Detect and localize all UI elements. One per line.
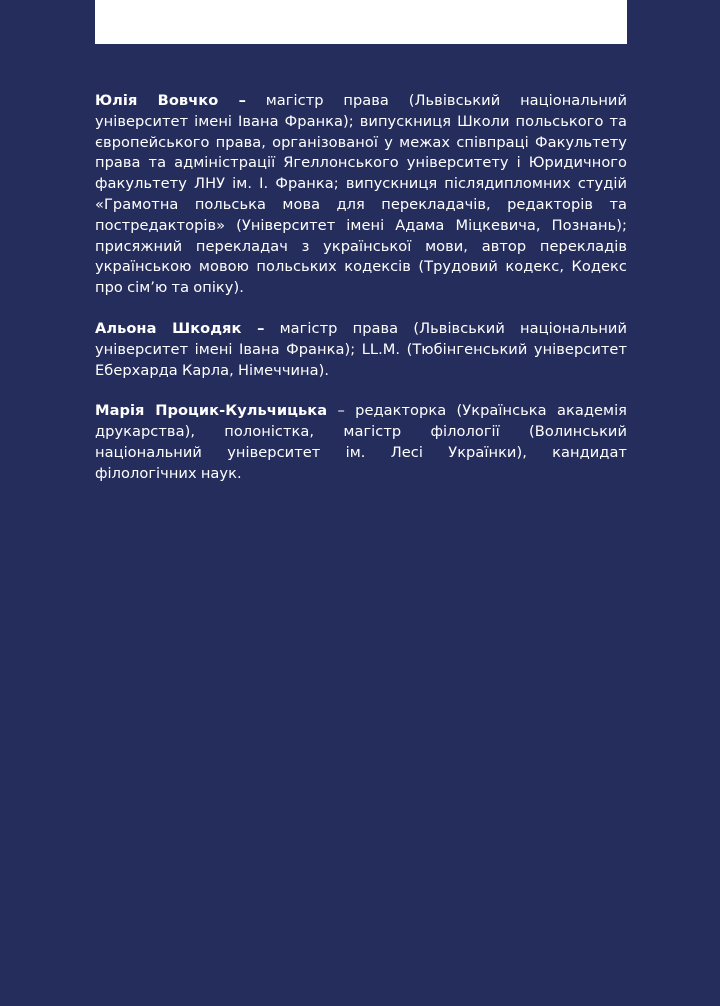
- author-bios: [95, 91, 627, 505]
- bio-text: магістр права (Львівський національний університет імені Івана Франка); випускниця Школи польського та європейського права, організованої у межах співпраці Факультету права та адміністрації Ягеллонського університету і Юридичного факультету ЛНУ ім. І. Франка; випускниця післядипломних студій «Грамотна польська мова для перекладачів, редакторів та постредакторів» (Університет імені Адама Міцкевича, Познань); присяжний перекладач з української мови, автор перекладів українською мовою польських кодексів (Трудовий кодекс, Кодекс про сім’ю та опіку).: [95, 92, 627, 297]
- bio-name: Альона Шкодяк –: [95, 319, 265, 337]
- bio-alona-shkodiak: [95, 319, 627, 381]
- bio-name: Марія Процик-Кульчицька: [95, 402, 328, 420]
- top-white-panel: [95, 0, 627, 44]
- bio-text: магістр права (Львівський національний університет імені Івана Франка); LL.M. (Тюбінгенський університет Еберхарда Карла, Німеччина).: [95, 319, 627, 379]
- bio-name: Юлія Вовчко –: [95, 92, 246, 109]
- bio-mariia-protsyk-kulchytska: [95, 401, 627, 484]
- bio-yulia-vovchko: [95, 91, 627, 299]
- bio-text: – редакторка (Українська академія друкарства), полоністка, магістр філології (Волинський національний університет ім. Лесі Українки), кандидат філологічних наук.: [95, 402, 627, 482]
